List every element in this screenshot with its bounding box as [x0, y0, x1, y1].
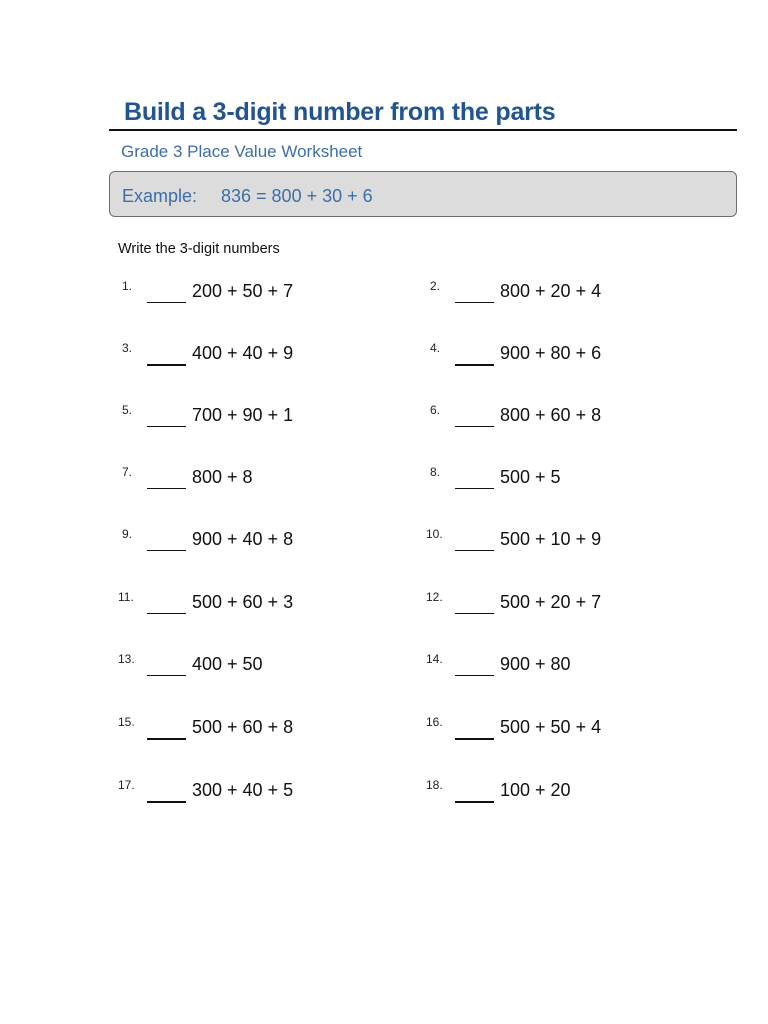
problem-12 — [426, 590, 726, 620]
problem-3 — [122, 341, 422, 371]
answer-blank[interactable] — [455, 426, 494, 427]
problem-8 — [430, 465, 730, 495]
problem-15 — [118, 715, 418, 745]
problem-16 — [426, 715, 726, 745]
problem-number: 9. — [122, 527, 133, 541]
problem-17 — [118, 778, 418, 808]
problem-14 — [426, 652, 726, 682]
answer-blank[interactable] — [455, 801, 494, 803]
answer-blank[interactable] — [147, 426, 186, 427]
problem-number: 11. — [118, 590, 134, 604]
problem-number: 7. — [122, 465, 133, 479]
problem-1 — [122, 279, 422, 309]
problem-expression: 400 + 50 — [192, 654, 263, 674]
answer-blank[interactable] — [455, 675, 494, 676]
problem-7 — [122, 465, 422, 495]
problem-18 — [426, 778, 726, 808]
answer-blank[interactable] — [147, 801, 186, 803]
problem-expression: 800 + 60 + 8 — [500, 405, 602, 425]
problem-expression: 100 + 20 — [500, 780, 571, 800]
answer-blank[interactable] — [147, 738, 186, 740]
example-box — [109, 171, 737, 217]
problem-number: 3. — [122, 341, 133, 355]
answer-blank[interactable] — [147, 613, 186, 614]
problem-10 — [426, 527, 726, 557]
problem-9 — [122, 527, 422, 557]
problem-number: 2. — [430, 279, 441, 293]
problem-expression: 900 + 80 — [500, 654, 571, 674]
answer-blank[interactable] — [455, 738, 494, 740]
problem-number: 13. — [118, 652, 135, 666]
problem-expression: 500 + 60 + 8 — [192, 717, 294, 737]
problem-number: 16. — [426, 715, 443, 729]
title-divider — [109, 129, 737, 131]
problem-number: 14. — [426, 652, 443, 666]
problem-2 — [430, 279, 730, 309]
answer-blank[interactable] — [147, 550, 186, 551]
problem-4 — [430, 341, 730, 371]
problem-expression: 500 + 20 + 7 — [500, 592, 602, 612]
example-equation: 836 = 800 + 30 + 6 — [221, 186, 373, 206]
problem-expression: 900 + 80 + 6 — [500, 343, 602, 363]
problem-expression: 500 + 60 + 3 — [192, 592, 294, 612]
problem-number: 4. — [430, 341, 441, 355]
problem-expression: 900 + 40 + 8 — [192, 529, 294, 549]
problem-expression: 500 + 10 + 9 — [500, 529, 602, 549]
answer-blank[interactable] — [147, 302, 186, 303]
problem-5 — [122, 403, 422, 433]
problem-number: 8. — [430, 465, 441, 479]
problem-expression: 800 + 20 + 4 — [500, 281, 602, 301]
problem-expression: 800 + 8 — [192, 467, 253, 487]
problem-number: 10. — [426, 527, 443, 541]
page-subtitle: Grade 3 Place Value Worksheet — [121, 142, 363, 161]
problem-expression: 300 + 40 + 5 — [192, 780, 294, 800]
example-label: Example: — [122, 186, 198, 206]
problem-expression: 500 + 50 + 4 — [500, 717, 602, 737]
problem-number: 6. — [430, 403, 441, 417]
problem-number: 18. — [426, 778, 443, 792]
answer-blank[interactable] — [455, 550, 494, 551]
answer-blank[interactable] — [455, 302, 494, 303]
problem-expression: 400 + 40 + 9 — [192, 343, 294, 363]
problem-number: 12. — [426, 590, 443, 604]
problem-number: 15. — [118, 715, 135, 729]
problem-11 — [118, 590, 418, 620]
problem-number: 17. — [118, 778, 135, 792]
answer-blank[interactable] — [147, 488, 186, 489]
problem-6 — [430, 403, 730, 433]
page-title: Build a 3-digit number from the parts — [124, 98, 556, 126]
instructions: Write the 3-digit numbers — [118, 241, 280, 257]
problem-expression: 700 + 90 + 1 — [192, 405, 294, 425]
problem-expression: 500 + 5 — [500, 467, 561, 487]
answer-blank[interactable] — [147, 675, 186, 676]
problem-number: 5. — [122, 403, 133, 417]
answer-blank[interactable] — [455, 613, 494, 614]
problem-expression: 200 + 50 + 7 — [192, 281, 294, 301]
answer-blank[interactable] — [455, 488, 494, 489]
answer-blank[interactable] — [455, 364, 494, 366]
problem-13 — [118, 652, 418, 682]
problem-number: 1. — [122, 279, 133, 293]
answer-blank[interactable] — [147, 364, 186, 366]
